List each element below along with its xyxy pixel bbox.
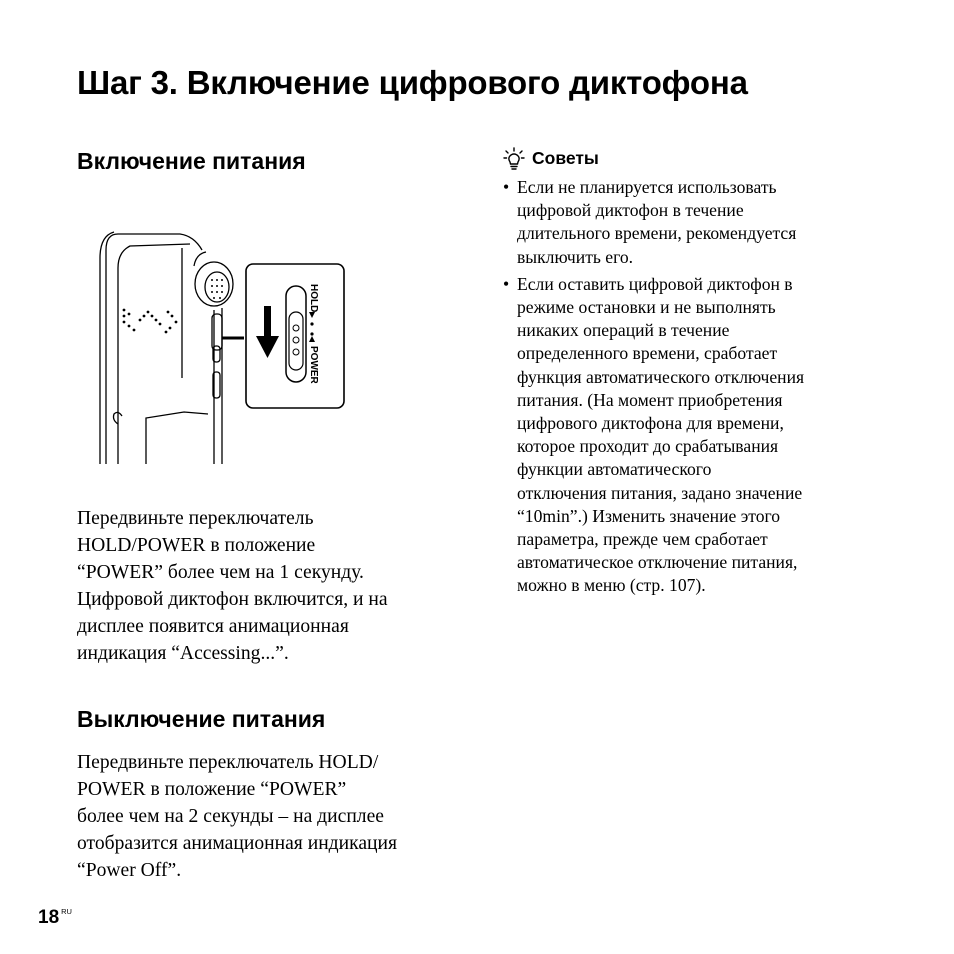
paragraph-line: отобразится анимационная индикация [77,833,398,854]
lightbulb-icon [503,147,525,171]
paragraph-line: дисплее появится анимационная [77,616,349,637]
bullet: • [503,177,510,197]
power-on-paragraph [77,505,388,667]
tip-line: отключения питания, задано значение [517,482,803,503]
tip-line: питания. (На момент приобретения [517,389,783,410]
tip-line: длительного времени, рекомендуется [517,223,797,244]
tip-line: “10min”.) Изменить значение этого [517,505,781,526]
tip-line: автоматическое отключение питания, [517,552,798,573]
tip-line: параметра, прежде чем сработает [517,529,768,550]
paragraph-line: более чем на 2 секунды – на дисплее [77,806,384,827]
tip-line: цифрового диктофона для времени, [517,413,784,434]
language-code: RU [61,906,72,916]
tip-item [503,273,883,598]
bullet: • [503,273,510,294]
tip-item [503,176,883,269]
paragraph-line: Передвиньте переключатель [77,508,314,529]
tips-header [503,146,883,172]
tip-line: которое проходит до срабатывания [517,436,779,457]
power-label: POWER [308,346,319,384]
paragraph-line: “POWER” более чем на 1 секунду. [77,562,364,583]
tips-title: Советы [532,148,599,168]
tips-box [503,146,883,598]
tip-line: функции автоматического [517,459,712,480]
tip-line: Если не планируется использовать [517,177,777,197]
tip-line: режиме остановки и не выполнять [517,297,776,318]
paragraph-line: Цифровой диктофон включится, и на [77,589,388,610]
section-heading-power-off: Выключение питания [77,706,326,732]
tip-line: функция автоматического отключения [517,366,805,387]
hold-label: HOLD [308,284,319,313]
paragraph-line: “Power Off”. [77,860,182,881]
section-heading-power-on: Включение питания [77,148,306,174]
tip-line: можно в меню (стр. 107). [517,575,706,596]
tip-line: Если оставить цифровой диктофон в [517,273,793,294]
tip-line: никаких операций в течение [517,320,730,341]
paragraph-line: POWER в положение “POWER” [77,779,347,800]
page-title: Шаг 3. Включение цифрового диктофона [77,64,748,101]
tip-line: определенного времени, сработает [517,343,778,364]
power-off-paragraph [77,749,397,884]
recorder-illustration [96,228,352,464]
page-number [38,907,72,929]
tip-line: цифровой диктофон в течение [517,200,744,221]
tip-line: выключить его. [517,246,634,267]
paragraph-line: HOLD/POWER в положение [77,535,316,556]
paragraph-line: Передвиньте переключатель HOLD/ [77,752,379,773]
page-number-value: 18 [38,907,60,928]
paragraph-line: индикация “Accessing...”. [77,643,289,664]
